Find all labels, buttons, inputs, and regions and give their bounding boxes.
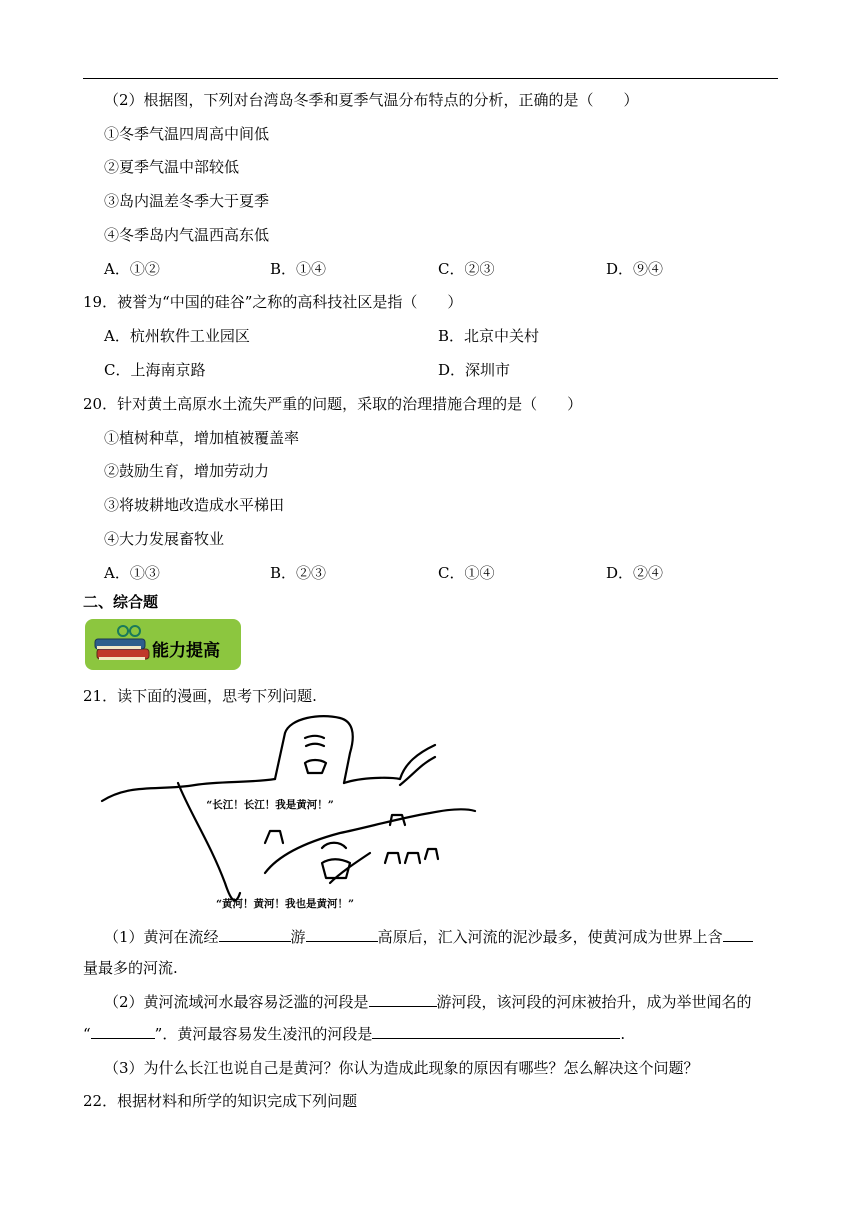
q21-sub2-blank-3[interactable] [372, 1024, 620, 1039]
q18-2-option-b[interactable]: B．①④ [270, 260, 327, 278]
books-icon [89, 619, 159, 670]
q18-2-item-2: ②夏季气温中部较低 [104, 158, 240, 176]
q22-stem: 22．根据材料和所学的知识完成下列问题 [83, 1092, 358, 1110]
ability-badge-label: 能力提高 [152, 641, 220, 661]
section-heading: 二、综合题 [83, 593, 159, 611]
q20-item-1: ①植树种草，增加植被覆盖率 [104, 429, 300, 447]
q21-sub1-blank-2[interactable] [306, 927, 378, 942]
q21-stem: 21．读下面的漫画，思考下列问题. [83, 687, 317, 705]
q19-option-d[interactable]: D．深圳市 [438, 361, 511, 379]
q21-sub2-blank-2[interactable] [91, 1024, 155, 1039]
q19-stem: 19．被誉为“中国的硅谷”之称的高科技社区是指（ ） [83, 293, 463, 311]
q18-2-option-a[interactable]: A．①② [104, 260, 160, 278]
q21-sub1-blank-1[interactable] [219, 927, 291, 942]
q21-sub2-line2 [83, 1024, 625, 1044]
river-comic [100, 713, 480, 913]
q21-sub3: （3）为什么长江也说自己是黄河？你认为造成此现象的原因有哪些？怎么解决这个问题？ [104, 1059, 699, 1077]
comic-caption-top: “长江！长江！我是黄河！” [206, 799, 334, 811]
header-rule [83, 78, 778, 79]
q20-stem: 20．针对黄土高原水土流失严重的问题，采取的治理措施合理的是（ ） [83, 395, 583, 413]
q21-sub1-line1 [104, 927, 753, 947]
q20-option-b[interactable]: B．②③ [270, 564, 327, 582]
q18-2-item-4: ④冬季岛内气温西高东低 [104, 226, 270, 244]
q21-sub2-text-d: ”．黄河最容易发生凌汛的河段是 [154, 1025, 373, 1043]
q20-option-a[interactable]: A．①③ [104, 564, 160, 582]
q21-sub2-text-c: “ [83, 1025, 91, 1043]
q19-option-a[interactable]: A．杭州软件工业园区 [104, 327, 250, 345]
q21-sub1-text-c: 高原后，汇入河流的泥沙最多，使黄河成为世界上含 [377, 928, 723, 946]
q18-2-option-d[interactable]: D．⑨④ [606, 260, 664, 278]
q21-sub2-text-e: . [620, 1025, 626, 1043]
q21-sub2-blank-1[interactable] [369, 992, 437, 1007]
q20-item-3: ③将坡耕地改造成水平梯田 [104, 496, 285, 514]
q18-2-item-3: ③岛内温差冬季大于夏季 [104, 192, 270, 210]
q21-sub2-line1 [104, 992, 752, 1012]
q20-item-2: ②鼓励生育，增加劳动力 [104, 462, 270, 480]
q21-sub1-blank-3[interactable] [723, 927, 753, 942]
q19-option-c[interactable]: C．上海南京路 [104, 361, 206, 379]
q21-sub2-text-a: （2）黄河流域河水最容易泛滥的河段是 [104, 993, 369, 1011]
q19-option-b[interactable]: B．北京中关村 [438, 327, 540, 345]
q21-sub1-text-a: （1）黄河在流经 [104, 928, 219, 946]
q20-option-d[interactable]: D．②④ [606, 564, 664, 582]
q20-option-c[interactable]: C．①④ [438, 564, 495, 582]
q20-item-4: ④大力发展畜牧业 [104, 530, 225, 548]
q18-2-option-c[interactable]: C．②③ [438, 260, 495, 278]
river-comic-drawing [100, 713, 480, 913]
q18-2-stem: （2）根据图，下列对台湾岛冬季和夏季气温分布特点的分析，正确的是（ ） [104, 91, 639, 109]
q21-sub2-text-b: 游河段，该河段的河床被抬升，成为举世闻名的 [436, 993, 752, 1011]
comic-caption-bottom: “黄河！黄河！我也是黄河！” [215, 898, 355, 910]
q18-2-item-1: ①冬季气温四周高中间低 [104, 125, 270, 143]
q21-sub1-text-b: 游 [290, 928, 306, 946]
q21-sub1-text-d: 量最多的河流. [83, 959, 178, 977]
